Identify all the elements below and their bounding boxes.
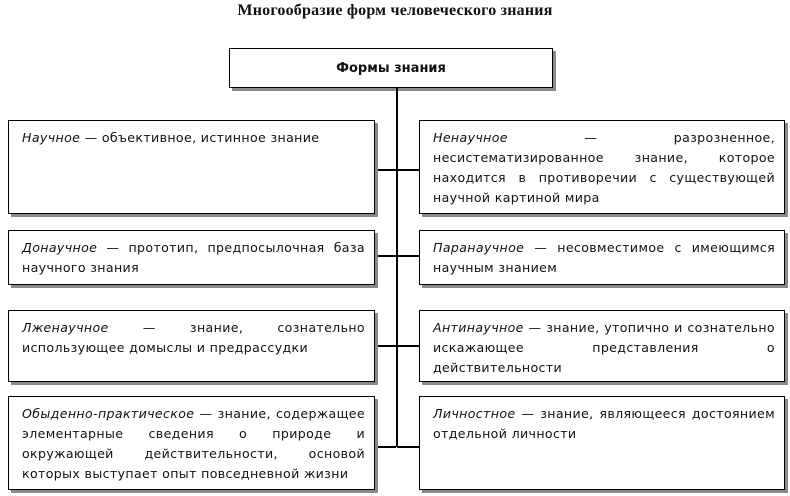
connector-right-3 bbox=[397, 345, 419, 347]
node-term: Паранаучное bbox=[433, 240, 525, 255]
node-description: — несовместимое с имеющимся научным знанием bbox=[433, 240, 775, 275]
node-term: Ненаучное bbox=[433, 130, 508, 145]
node-term: Антинаучное bbox=[433, 320, 524, 335]
node-parascientific bbox=[419, 230, 785, 285]
diagram-title: Многообразие форм человеческого знания bbox=[237, 2, 553, 19]
node-term: Личностное bbox=[433, 406, 516, 421]
connector-left-2 bbox=[375, 255, 396, 257]
connector-right-2 bbox=[397, 255, 419, 257]
connector-right-4 bbox=[397, 446, 419, 448]
connector-trunk bbox=[396, 88, 398, 447]
node-description: — прототип, предпосылочная база научного знания bbox=[22, 240, 365, 275]
node-scientific bbox=[8, 120, 375, 214]
root-node-label: Формы знания bbox=[336, 60, 446, 76]
node-term: Донаучное bbox=[22, 240, 98, 255]
node-description: — знание, содержащее элементарные сведения о природе и окружающей действительности, основой которых выступает опыт повседневной жизни bbox=[22, 406, 365, 481]
node-description: — знание, сознательно использующее домыслы и предрассудки bbox=[22, 320, 365, 355]
connector-right-1 bbox=[397, 169, 419, 171]
connector-left-1 bbox=[375, 169, 396, 171]
node-antiscientific bbox=[419, 310, 785, 382]
node-description: — разрозненное, несистематизированное знание, которое находится в противоречии с существующей научной картиной мира bbox=[433, 130, 775, 205]
node-prescientific bbox=[8, 230, 375, 285]
node-term: Научное bbox=[22, 130, 81, 145]
node-pseudoscientific bbox=[8, 310, 375, 382]
node-description: — знание, утопично и сознательно искажающее представления о действительности bbox=[433, 320, 775, 375]
node-description: — объективное, истинное знание bbox=[80, 130, 320, 145]
node-nonscientific bbox=[419, 120, 785, 214]
node-term: Лженаучное bbox=[22, 320, 109, 335]
node-description: — знание, являющееся достоянием отдельной личности bbox=[433, 406, 775, 441]
node-personal bbox=[419, 396, 785, 490]
connector-left-3 bbox=[375, 345, 396, 347]
connector-left-4 bbox=[375, 446, 396, 448]
node-term: Обыденно-практическое bbox=[22, 406, 195, 421]
node-everyday-practical bbox=[8, 396, 375, 490]
root-node-forms-of-knowledge bbox=[229, 48, 553, 88]
